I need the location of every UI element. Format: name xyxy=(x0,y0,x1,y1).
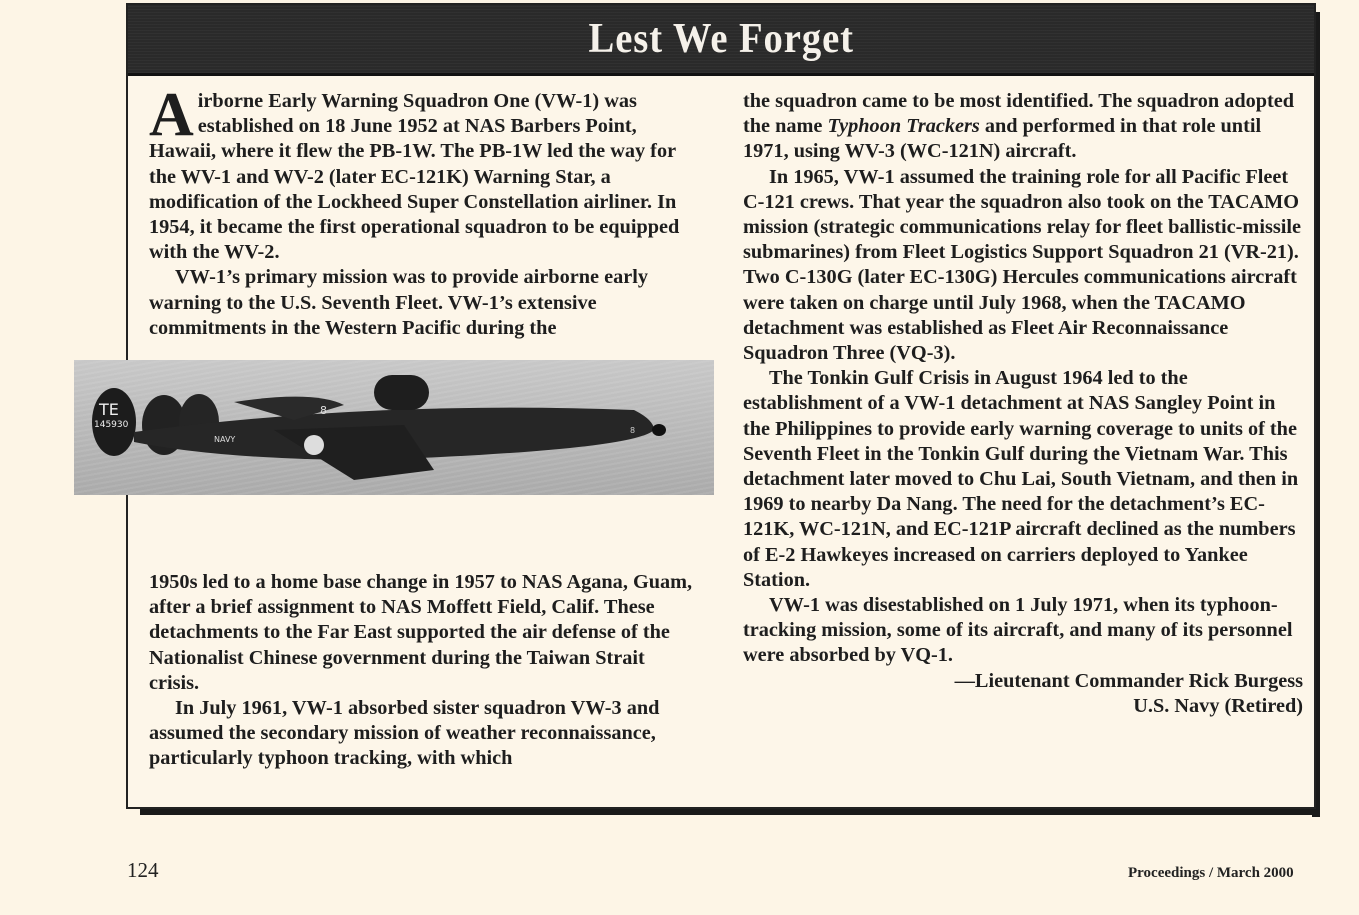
author-name: —Lieutenant Commander Rick Burgess xyxy=(954,669,1303,692)
paragraph-5: In 1965, VW-1 assumed the training role for all Pacific Fleet C-121 crews. That year the squadron also took on the TACAMO mission (strategic communications relay for fleet ballistic-missile submarines) from Fleet Logistics Support Squadron 21 (VR-21). Two C-130G (later EC-130G) Hercules communications aircraft were taken on charge until July 1968, when the TACAMO detachment was established as Fleet Air Reconnaissance Squadron Three (VQ-3). xyxy=(743,165,1302,365)
paragraph-2: VW-1’s primary mission was to provide airborne early warning to the U.S. Seventh Fleet. VW-1’s extensive commitments in the Western Pacific during the xyxy=(149,266,649,339)
box-left-border-segment xyxy=(126,550,128,580)
article-title: Lest We Forget xyxy=(588,16,854,62)
paragraph-1: Airborne Early Warning Squadron One (VW-1) was established on 18 June 1952 at NAS Barbers Point, Hawaii, where it flew the PB-1W. The PB-1W led the way for the WV-1 and WV-2 (later EC-121K) Warning Star, a modification of the Lockheed Super Constellation airliner. In 1954, it became the first operational squadron to be equipped with the WV-2. xyxy=(149,81,680,264)
paragraph-7: VW-1 was disestablished on 1 July 1971, when its typhoon-tracking mission, some of its aircraft, and many of its personnel were absorbed by VQ-1. xyxy=(743,594,1293,667)
tail-code: TE xyxy=(99,400,119,419)
tail-serial: 145930 xyxy=(94,420,129,430)
squadron-nickname: Typhoon Trackers xyxy=(827,115,980,138)
column-right xyxy=(743,89,1303,719)
paragraph-6: The Tonkin Gulf Crisis in August 1964 led to the establishment of a VW-1 detachment at NAS Sangley Point in the Philippines to provide early warning coverage to units of the Seventh Fleet in the Tonkin Gulf during the Vietnam War. This detachment later moved to Chu Lai, South Vietnam, and then in 1969 to nearby Da Nang. The need for the detachment’s EC-121K, WC-121N, and EC-121P aircraft declined as the numbers of E-2 Hawkeyes increased on carriers deployed to Yankee Station. xyxy=(743,367,1299,591)
column-left-bottom xyxy=(149,570,699,772)
paragraph-3: In July 1961, VW-1 absorbed sister squadron VW-3 and assumed the secondary mission of weather reconnaissance, particularly typhoon tracking, with which xyxy=(149,697,660,770)
article-header-banner xyxy=(128,5,1314,76)
publication-line: Proceedings / March 2000 xyxy=(1128,865,1294,881)
fuselage-number: 8 xyxy=(320,404,327,417)
drop-cap: A xyxy=(149,81,194,149)
author-affiliation: U.S. Navy (Retired) xyxy=(1133,694,1303,717)
column-left-top xyxy=(149,81,699,341)
navy-marking: NAVY xyxy=(214,435,236,444)
paragraph-2-continued: 1950s led to a home base change in 1957 to NAS Agana, Guam, after a brief assignment to NAS Moffett Field, Calif. These detachments to the Far East supported the air defense of the Nationalist Chinese government during the Taiwan Strait crisis. xyxy=(149,571,693,694)
aircraft-illustration xyxy=(74,360,714,495)
page-number: 124 xyxy=(127,858,159,882)
star-insignia-icon xyxy=(304,435,324,455)
nose-cone xyxy=(652,424,666,436)
paragraph-4: the squadron came to be most identified. The squadron adopted the name Typhoon Trackers and performed in that role until 1971, using WV-3 (WC-121N) aircraft. xyxy=(743,90,1295,163)
aircraft-photo xyxy=(74,360,714,495)
radome xyxy=(374,375,429,410)
nose-number: 8 xyxy=(630,426,636,435)
